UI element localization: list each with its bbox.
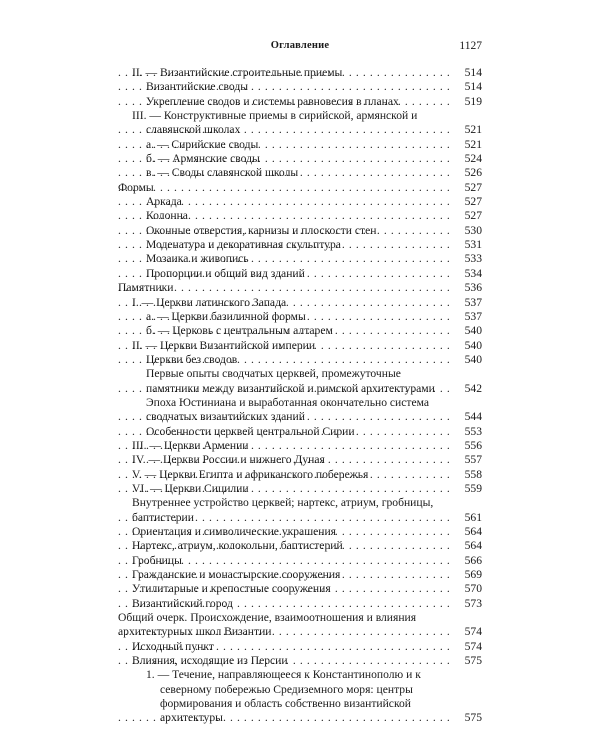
- toc-entry-title: Византийский город: [132, 597, 236, 610]
- toc-page: 574: [464, 625, 482, 639]
- toc-entry: [118, 252, 482, 266]
- toc-entry-title: Моденатура и декоративная скульптура: [146, 238, 344, 251]
- toc-page: 524: [464, 152, 482, 166]
- header-page-number: 1127: [459, 40, 482, 52]
- toc-entry: [118, 181, 482, 195]
- toc-entry-title: V. — Церкви Египта и африканского побережья: [132, 468, 371, 481]
- toc-entry-title: а. — Сирийские своды: [146, 138, 261, 151]
- table-of-contents: [118, 66, 482, 726]
- toc-entry: [118, 296, 482, 310]
- toc-entry-title: Влияния, исходящие из Персии: [132, 654, 291, 667]
- toc-page: 556: [464, 438, 482, 452]
- toc-entry: [118, 209, 482, 223]
- toc-page: 557: [464, 453, 482, 467]
- toc-entry-title: Аркада: [146, 195, 185, 208]
- toc-entry: [118, 267, 482, 281]
- toc-entry-title: Мозаика и живопись: [146, 252, 252, 265]
- toc-page: 537: [464, 309, 482, 323]
- toc-entry: [118, 582, 482, 596]
- toc-entry: [118, 525, 482, 539]
- toc-page: 527: [464, 209, 482, 223]
- toc-page: 574: [464, 639, 482, 653]
- toc-entry-title: а. — Церкви базиличной формы: [146, 310, 309, 323]
- toc-page: 575: [464, 654, 482, 668]
- toc-entry: [118, 425, 482, 439]
- toc-entry-title: б. — Церковь с центральным алтарем: [146, 324, 336, 337]
- toc-entry-title: VI. — Церкви Сицилии: [132, 482, 252, 495]
- toc-page: 531: [464, 238, 482, 252]
- toc-entry: [118, 453, 482, 467]
- toc-entry-title: II. — Церкви Византийской империи: [132, 339, 318, 352]
- toc-page: 521: [464, 137, 482, 151]
- toc-entry: [118, 568, 482, 582]
- toc-entry-title: Церкви без сводов: [146, 353, 240, 366]
- toc-entry-title: Исходный пункт: [132, 640, 217, 653]
- toc-entry: [118, 281, 482, 295]
- toc-entry-title: Нартекс, атриум, колокольни, баптистерий: [132, 539, 346, 552]
- toc-entry-title: Пропорции и общий вид зданий: [146, 267, 308, 280]
- toc-page: 566: [464, 553, 482, 567]
- toc-entry: [118, 468, 482, 482]
- toc-page: 514: [464, 66, 482, 79]
- toc-entry: [118, 138, 482, 152]
- toc-entry-title: 1. — Течение, направляющееся к Константинополю и к северному побережью Средиземного моря: центры формирования и область собственно византийской архитектуры: [146, 668, 421, 725]
- header-title: Оглавление: [270, 40, 330, 51]
- toc-entry-title: I. — Церкви латинского Запада: [132, 296, 289, 309]
- toc-entry: [118, 324, 482, 338]
- toc-page: 544: [464, 410, 482, 424]
- toc-page: 561: [464, 510, 482, 524]
- toc-entry-title: III. — Конструктивные приемы в сирийской, армянской и славянской школах: [132, 109, 418, 137]
- toc-page: 519: [464, 94, 482, 108]
- toc-entry-title: Гробницы: [132, 554, 185, 567]
- toc-entry-title: Колонна: [146, 209, 191, 222]
- toc-entry: [118, 654, 482, 668]
- toc-entry-title: Оконные отверстия, карнизы и плоскости стен: [146, 224, 379, 237]
- toc-entry: [118, 539, 482, 553]
- toc-page: 559: [464, 481, 482, 495]
- toc-page: 527: [464, 195, 482, 209]
- toc-entry: [118, 668, 482, 725]
- toc-entry: [118, 597, 482, 611]
- toc-page: 564: [464, 525, 482, 538]
- toc-page: 534: [464, 266, 482, 280]
- running-header: [118, 40, 482, 56]
- toc-page: 540: [464, 324, 482, 338]
- toc-entry: [118, 339, 482, 353]
- toc-entry-title: Ориентация и символические украшения: [132, 525, 339, 538]
- toc-page: 533: [464, 252, 482, 266]
- toc-entry-title: в. — Своды славянской школы: [146, 166, 301, 179]
- toc-entry: [118, 611, 482, 640]
- toc-entry-title: Формы: [118, 181, 157, 194]
- toc-entry: [118, 640, 482, 654]
- toc-entry-title: б. — Армянские своды: [146, 152, 263, 165]
- toc-entry-title: Утилитарные и крепостные сооружения: [132, 582, 334, 595]
- toc-page: 536: [464, 281, 482, 295]
- toc-entry-title: Особенности церквей центральной Сирии: [146, 425, 358, 438]
- toc-page: 530: [464, 223, 482, 237]
- toc-entry-title: III. — Церкви Армении: [132, 439, 252, 452]
- toc-page: 575: [464, 711, 482, 725]
- toc-page: 570: [464, 582, 482, 596]
- toc-entry: [118, 353, 482, 367]
- toc-page: 526: [464, 166, 482, 180]
- toc-entry: [118, 80, 482, 94]
- toc-page: 553: [464, 424, 482, 438]
- toc-entry-title: Первые опыты сводчатых церквей, промежуточные памятники между византийской и римской архитектурами: [146, 367, 438, 394]
- toc-entry-title: Памятники: [118, 281, 177, 294]
- toc-page: 558: [464, 467, 482, 481]
- toc-entry: [118, 66, 482, 80]
- toc-page: 564: [464, 539, 482, 553]
- toc-page: 542: [464, 381, 482, 395]
- toc-entry-title: Гражданские и монастырские сооружения: [132, 568, 343, 581]
- toc-page: 537: [464, 295, 482, 309]
- toc-entry: [118, 310, 482, 324]
- toc-entry: [118, 152, 482, 166]
- toc-entry: [118, 95, 482, 109]
- toc-entry: [118, 224, 482, 238]
- toc-entry: [118, 554, 482, 568]
- toc-page: 540: [464, 352, 482, 366]
- toc-entry: [118, 109, 482, 138]
- toc-entry-title: Внутреннее устройство церквей; нартекс, атриум, гробницы, баптистерии: [132, 496, 434, 524]
- toc-entry: [118, 195, 482, 209]
- toc-entry-title: Общий очерк. Происхождение, взаимоотношения и влияния архитектурных школ Византии: [118, 611, 417, 639]
- toc-entry: [118, 238, 482, 252]
- toc-entry-title: IV. — Церкви России и нижнего Дуная: [132, 453, 328, 466]
- toc-entry-title: Укрепление сводов и системы равновесия в планах: [146, 95, 402, 108]
- toc-page: 527: [464, 180, 482, 194]
- toc-entry: [118, 396, 482, 425]
- toc-entry-title: Византийские своды: [146, 80, 251, 93]
- toc-entry-title: Эпоха Юстиниана и выработанная окончательно система сводчатых византийских зданий: [146, 395, 429, 424]
- toc-entry: [118, 496, 482, 525]
- toc-page: 573: [464, 596, 482, 610]
- toc-page: 569: [464, 568, 482, 582]
- toc-entry-title: II. — Византийские строительные приемы: [132, 66, 345, 79]
- toc-page: 540: [464, 338, 482, 352]
- toc-page: 521: [464, 123, 482, 137]
- toc-entry: [118, 367, 482, 396]
- toc-entry: [118, 439, 482, 453]
- toc-page: 514: [464, 80, 482, 94]
- toc-entry: [118, 482, 482, 496]
- toc-entry: [118, 166, 482, 180]
